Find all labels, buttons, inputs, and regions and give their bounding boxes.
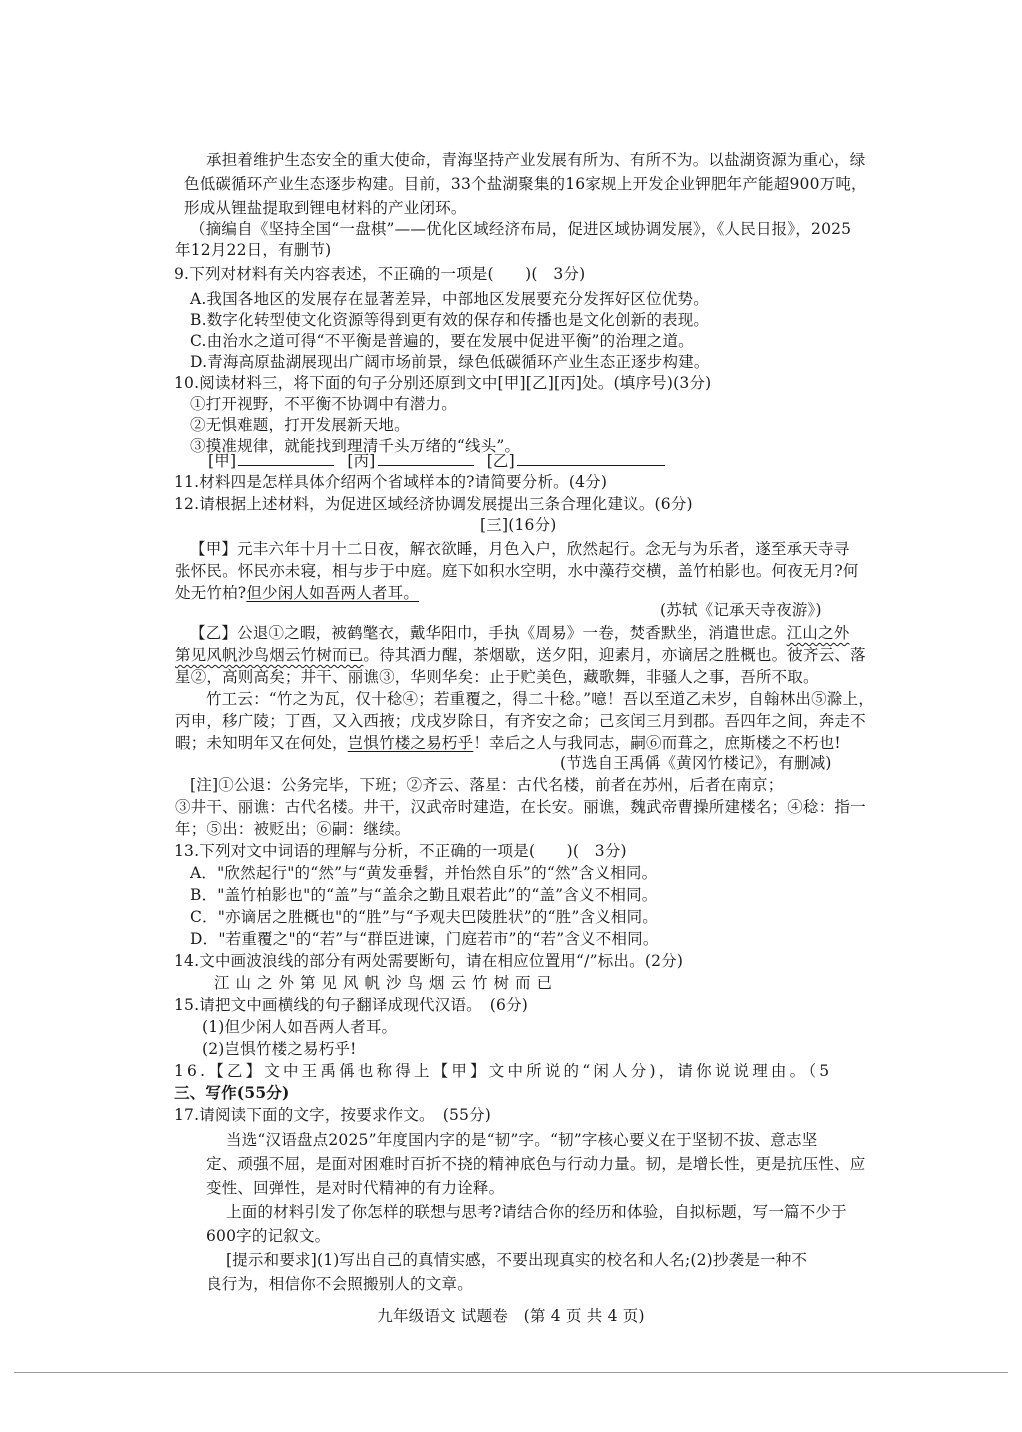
question-12-stem: 12.请根据上述材料，为促进区域经济协调发展提出三条合理化建议。(6分) bbox=[174, 495, 693, 513]
passage-yi-line bbox=[175, 733, 841, 753]
passage-jia-line: 张怀民。怀民亦未寝，相与步于中庭。庭下如积水空明，水中藻荇交横，盖竹柏影也。何夜无月?何 bbox=[175, 562, 859, 580]
writing-requirements-line: [提示和要求](1)写出自己的真情实感，不要出现真实的校名和人名;(2)抄袭是一种不 bbox=[226, 1251, 808, 1269]
wavy-underlined-text: 第见风帆沙鸟烟云竹树而已 bbox=[175, 646, 364, 664]
annotation-line: [注]①公退：公务完毕，下班；②齐云、落星：古代名楼，前者在苏州，后者在南京； bbox=[190, 776, 784, 794]
passage-yi-text: ！幸后之人与我同志，嗣⑥而葺之，庶斯楼之不朽也! bbox=[473, 734, 841, 752]
question-10-sentence: ③摸准规律，就能找到理清千头万绪的“线头”。 bbox=[190, 437, 521, 455]
answer-blank-yi[interactable] bbox=[517, 451, 665, 466]
annotation-line: 年；⑤出：被贬出；⑥嗣：继续。 bbox=[175, 820, 411, 838]
material-source: 年12月22日，有删节) bbox=[175, 241, 332, 259]
writing-prompt-line: 变性、回弹性，是对时代精神的有力诠释。 bbox=[206, 1179, 505, 1197]
question-10-answer-blanks bbox=[208, 451, 673, 471]
passage-yi-line: 丙申，移广陵；丁酉，又入西掖；戊戌岁除日，有齐安之命；己亥闰三月到郡。吾四年之间，奔走不 bbox=[175, 712, 866, 730]
writing-prompt-line: 上面的材料引发了你怎样的联想与思考?请结合你的经历和体验，自拟标题，写一篇不少于 bbox=[226, 1203, 847, 1221]
question-10-sentence: ①打开视野，不平衡不协调中有潜力。 bbox=[190, 395, 457, 413]
writing-section-heading: 三、写作(55分) bbox=[174, 1083, 290, 1102]
wavy-underlined-text: 江山之外 bbox=[786, 624, 850, 642]
question-9-option-c: C.由治水之道可得“不平衡是普遍的，要在发展中促进平衡”的治理之道。 bbox=[190, 332, 694, 350]
question-9-stem: 9.下列对材料有关内容表述，不正确的一项是( )( 3分) bbox=[174, 265, 586, 283]
material-source: （摘编自《坚持全国“一盘棋”——优化区域经济布局，促进区域协调发展》，《人民日报》，2025 bbox=[190, 220, 852, 238]
question-10-sentence: ②无惧难题，打开发展新天地。 bbox=[190, 416, 410, 434]
annotation-line: ③井干、丽谯：古代名楼。井干，汉武帝时建造，在长安。丽谯，魏武帝曹操所建楼名；④稔：指一 bbox=[175, 798, 866, 816]
question-11-stem: 11.材料四是怎样具体介绍两个省域样本的?请简要分析。(4分) bbox=[174, 473, 608, 491]
passage-yi-line bbox=[175, 645, 866, 665]
question-13-stem: 13.下列对文中词语的理解与分析，不正确的一项是( )( 3分) bbox=[174, 842, 627, 860]
passage-yi-text: 暇；未知明年又在何处， bbox=[175, 734, 348, 752]
passage-yi-source: (节选自王禹偁《黄冈竹楼记》，有删减) bbox=[560, 754, 832, 772]
passage-yi-line: 竹工云：“竹之为瓦，仅十稔④；若重覆之，得二十稔。”噫！吾以至道乙未岁，自翰林出⑤滁上， bbox=[206, 690, 874, 708]
question-15-item: (2)岂惧竹楼之易朽乎! bbox=[202, 1040, 357, 1058]
material-paragraph-line: 色低碳循环产业生态逐步构建。目前，33个盐湖聚集的16家规上开发企业钾肥年产能超900万吨， bbox=[184, 175, 867, 193]
question-15-item: (1)但少闲人如吾两人者耳。 bbox=[202, 1018, 398, 1036]
question-10-stem: 10.阅读材料三，将下面的句子分别还原到文中[甲][乙][丙]处。(填序号)(3分) bbox=[174, 374, 712, 392]
question-13-option-d: D．"若重覆之"的“若”与“群臣进谏，门庭若市”的“若”含义不相同。 bbox=[190, 930, 659, 948]
question-14-sentence: 江山之外第见风帆沙鸟烟云竹树而已 bbox=[214, 974, 559, 992]
question-17-stem: 17.请阅读下面的文字，按要求作文。 (55分) bbox=[174, 1106, 492, 1124]
passage-yi-text: 【乙】公退①之暇，被鹤氅衣，戴华阳巾，手执《周易》一卷，焚香默坐，消遣世虑。 bbox=[190, 624, 787, 642]
passage-yi-text: 。待其酒力醒，茶烟歇，送夕阳，迎素月，亦谪居之胜概也。彼齐云、落 bbox=[363, 646, 866, 664]
passage-jia-source: (苏轼《记承天寺夜游》) bbox=[660, 601, 822, 619]
writing-prompt-line: 600字的记叙文。 bbox=[206, 1227, 331, 1245]
passage-jia-text: 处无竹柏? bbox=[175, 584, 247, 602]
material-paragraph-line: 承担着维护生态安全的重大使命，青海坚持产业发展有所为、有所不为。以盐湖资源为重心，绿 bbox=[206, 151, 866, 169]
writing-prompt-line: 当选“汉语盘点2025”年度国内字的是“韧”字。“韧”字核心要义在于坚韧不拔、意志坚 bbox=[226, 1131, 818, 1149]
underlined-sentence-2: 岂惧竹楼之易朽乎 bbox=[347, 734, 474, 752]
blank-label-yi: [乙] bbox=[486, 452, 515, 470]
underlined-sentence-1: 但少闲人如吾两人者耳。 bbox=[246, 584, 420, 602]
passage-yi-line: 星②，高则高矣；井干、丽谯③，华则华矣：止于贮美色，藏歌舞，非骚人之事，吾所不取。 bbox=[175, 668, 819, 686]
writing-requirements-line: 良行为，相信你不会照搬别人的文章。 bbox=[206, 1275, 473, 1293]
blank-label-bing: [丙] bbox=[347, 452, 376, 470]
section-3-heading: [三](16分) bbox=[480, 516, 557, 534]
blank-label-jia: [甲] bbox=[208, 452, 237, 470]
scan-edge-line bbox=[14, 1372, 1008, 1373]
passage-jia-line: 【甲】元丰六年十月十二日夜，解衣欲睡，月色入户，欣然起行。念无与为乐者，遂至承天寺寻 bbox=[190, 540, 850, 558]
question-14-stem: 14.文中画波浪线的部分有两处需要断句，请在相应位置用“/”标出。(2分) bbox=[174, 952, 684, 970]
answer-blank-bing[interactable] bbox=[378, 451, 474, 466]
question-13-option-a: A．"欣然起行"的“然”与“黄发垂髫，并怡然自乐”的“然”含义相同。 bbox=[190, 864, 658, 882]
question-13-option-c: C．"亦谪居之胜概也"的“胜”与“予观夫巴陵胜状”的“胜”含义相同。 bbox=[190, 908, 658, 926]
question-9-option-a: A.我国各地区的发展存在显著差异，中部地区发展要充分发挥好区位优势。 bbox=[190, 290, 709, 308]
question-9-option-d: D.青海高原盐湖展现出广阔市场前景，绿色低碳循环产业生态正逐步构建。 bbox=[190, 353, 710, 371]
question-13-option-b: B．"盖竹柏影也"的“盖”与“盖余之勤且艰若此”的“盖”含义不相同。 bbox=[190, 886, 658, 904]
question-9-option-b: B.数字化转型使文化资源等得到更有效的保存和传播也是文化创新的表现。 bbox=[190, 311, 710, 329]
writing-prompt-line: 定、顽强不屈，是面对困难时百折不挠的精神底色与行动力量。韧，是增长性，更是抗压性、应 bbox=[206, 1155, 866, 1173]
page-footer: 九年级语文 试题卷 (第 4 页 共 4 页) bbox=[377, 1307, 645, 1325]
question-16-stem: 16.【乙】文中王禹偁也称得上【甲】文中所说的“闲人分)，请你说说理由。（5 bbox=[174, 1062, 833, 1080]
passage-yi-line bbox=[190, 623, 849, 643]
question-15-stem: 15.请把文中画横线的句子翻译成现代汉语。 (6分) bbox=[174, 996, 529, 1014]
material-paragraph-line: 形成从锂盐提取到锂电材料的产业闭环。 bbox=[184, 199, 467, 217]
answer-blank-jia[interactable] bbox=[238, 451, 334, 466]
passage-jia-line bbox=[175, 583, 419, 603]
